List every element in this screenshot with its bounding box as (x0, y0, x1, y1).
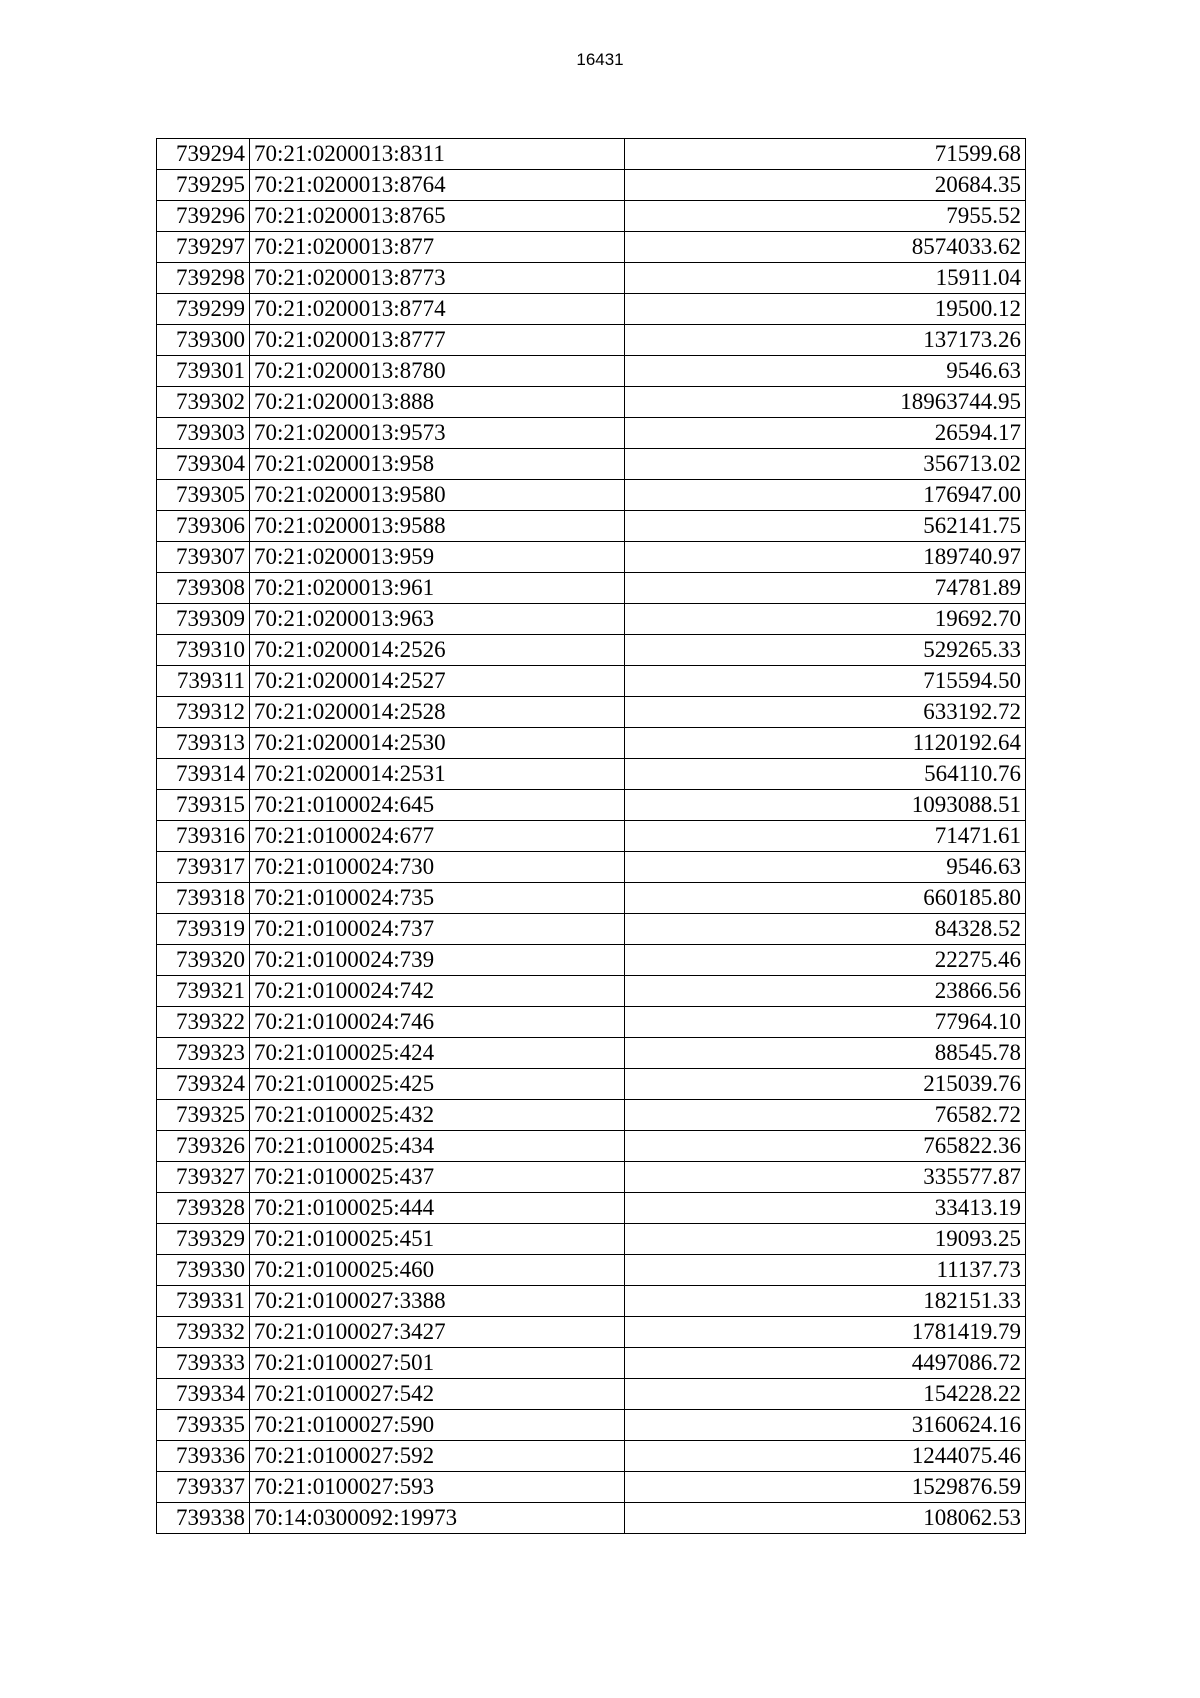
table-row (157, 449, 1026, 480)
value-cell: 176947.00 (625, 480, 1026, 511)
table-row (157, 170, 1026, 201)
table-row (157, 759, 1026, 790)
value-cell: 77964.10 (625, 1007, 1026, 1038)
value-cell: 182151.33 (625, 1286, 1026, 1317)
cadastral-number-cell: 70:21:0100025:460 (250, 1255, 625, 1286)
table-row (157, 1410, 1026, 1441)
table-row (157, 635, 1026, 666)
value-cell: 19692.70 (625, 604, 1026, 635)
row-id-cell: 739298 (157, 263, 250, 294)
table-row (157, 1193, 1026, 1224)
cadastral-number-cell: 70:21:0100025:434 (250, 1131, 625, 1162)
cadastral-number-cell: 70:21:0200013:8765 (250, 201, 625, 232)
value-cell: 15911.04 (625, 263, 1026, 294)
row-id-cell: 739328 (157, 1193, 250, 1224)
value-cell: 1093088.51 (625, 790, 1026, 821)
value-cell: 1120192.64 (625, 728, 1026, 759)
value-cell: 74781.89 (625, 573, 1026, 604)
table-row (157, 883, 1026, 914)
cadastral-number-cell: 70:21:0200013:8773 (250, 263, 625, 294)
cadastral-number-cell: 70:21:0200013:888 (250, 387, 625, 418)
row-id-cell: 739307 (157, 542, 250, 573)
cadastral-number-cell: 70:21:0100027:501 (250, 1348, 625, 1379)
table-row (157, 1007, 1026, 1038)
row-id-cell: 739333 (157, 1348, 250, 1379)
row-id-cell: 739303 (157, 418, 250, 449)
row-id-cell: 739317 (157, 852, 250, 883)
table-row (157, 573, 1026, 604)
row-id-cell: 739310 (157, 635, 250, 666)
value-cell: 8574033.62 (625, 232, 1026, 263)
value-cell: 715594.50 (625, 666, 1026, 697)
cadastral-number-cell: 70:21:0100027:590 (250, 1410, 625, 1441)
table-row (157, 790, 1026, 821)
cadastral-number-cell: 70:21:0100027:592 (250, 1441, 625, 1472)
table-row (157, 232, 1026, 263)
value-cell: 1781419.79 (625, 1317, 1026, 1348)
row-id-cell: 739301 (157, 356, 250, 387)
table-row (157, 697, 1026, 728)
table-row (157, 1286, 1026, 1317)
value-cell: 26594.17 (625, 418, 1026, 449)
value-cell: 215039.76 (625, 1069, 1026, 1100)
table-row (157, 263, 1026, 294)
table-body (157, 139, 1026, 1534)
row-id-cell: 739299 (157, 294, 250, 325)
row-id-cell: 739312 (157, 697, 250, 728)
table-row (157, 1379, 1026, 1410)
value-cell: 108062.53 (625, 1503, 1026, 1534)
row-id-cell: 739295 (157, 170, 250, 201)
cadastral-number-cell: 70:21:0200013:8764 (250, 170, 625, 201)
cadastral-number-cell: 70:21:0200014:2528 (250, 697, 625, 728)
table-row (157, 511, 1026, 542)
row-id-cell: 739313 (157, 728, 250, 759)
cadastral-number-cell: 70:21:0100024:735 (250, 883, 625, 914)
cadastral-number-cell: 70:21:0200013:8777 (250, 325, 625, 356)
row-id-cell: 739304 (157, 449, 250, 480)
cadastral-number-cell: 70:21:0200013:877 (250, 232, 625, 263)
value-cell: 154228.22 (625, 1379, 1026, 1410)
cadastral-number-cell: 70:21:0100024:739 (250, 945, 625, 976)
cadastral-number-cell: 70:21:0100027:593 (250, 1472, 625, 1503)
cadastral-number-cell: 70:21:0200014:2530 (250, 728, 625, 759)
table-row (157, 914, 1026, 945)
value-cell: 7955.52 (625, 201, 1026, 232)
cadastral-number-cell: 70:21:0200014:2526 (250, 635, 625, 666)
row-id-cell: 739300 (157, 325, 250, 356)
cadastral-number-cell: 70:21:0200013:8311 (250, 139, 625, 170)
cadastral-number-cell: 70:21:0200013:9580 (250, 480, 625, 511)
table-row (157, 1503, 1026, 1534)
cadastral-number-cell: 70:21:0200013:959 (250, 542, 625, 573)
table-row (157, 1472, 1026, 1503)
cadastral-number-cell: 70:21:0100027:3388 (250, 1286, 625, 1317)
row-id-cell: 739322 (157, 1007, 250, 1038)
row-id-cell: 739331 (157, 1286, 250, 1317)
row-id-cell: 739316 (157, 821, 250, 852)
table-row (157, 821, 1026, 852)
table-row (157, 604, 1026, 635)
table-row (157, 480, 1026, 511)
cadastral-number-cell: 70:21:0200014:2531 (250, 759, 625, 790)
value-cell: 660185.80 (625, 883, 1026, 914)
value-cell: 22275.46 (625, 945, 1026, 976)
value-cell: 71599.68 (625, 139, 1026, 170)
row-id-cell: 739314 (157, 759, 250, 790)
row-id-cell: 739330 (157, 1255, 250, 1286)
value-cell: 529265.33 (625, 635, 1026, 666)
cadastral-number-cell: 70:21:0100024:677 (250, 821, 625, 852)
value-cell: 3160624.16 (625, 1410, 1026, 1441)
table-row (157, 1317, 1026, 1348)
row-id-cell: 739315 (157, 790, 250, 821)
table-row (157, 356, 1026, 387)
value-cell: 9546.63 (625, 852, 1026, 883)
row-id-cell: 739326 (157, 1131, 250, 1162)
value-cell: 189740.97 (625, 542, 1026, 573)
table-row (157, 728, 1026, 759)
value-cell: 19500.12 (625, 294, 1026, 325)
row-id-cell: 739311 (157, 666, 250, 697)
row-id-cell: 739306 (157, 511, 250, 542)
value-cell: 33413.19 (625, 1193, 1026, 1224)
cadastral-number-cell: 70:21:0100024:730 (250, 852, 625, 883)
cadastral-number-cell: 70:21:0200013:9588 (250, 511, 625, 542)
table-row (157, 1224, 1026, 1255)
value-cell: 71471.61 (625, 821, 1026, 852)
cadastral-number-cell: 70:21:0100025:424 (250, 1038, 625, 1069)
row-id-cell: 739302 (157, 387, 250, 418)
value-cell: 88545.78 (625, 1038, 1026, 1069)
row-id-cell: 739321 (157, 976, 250, 1007)
row-id-cell: 739337 (157, 1472, 250, 1503)
value-cell: 335577.87 (625, 1162, 1026, 1193)
table-row (157, 1348, 1026, 1379)
cadastral-number-cell: 70:21:0200013:8780 (250, 356, 625, 387)
table-row (157, 294, 1026, 325)
table-row (157, 1100, 1026, 1131)
cadastre-table (156, 138, 1026, 1534)
cadastral-number-cell: 70:21:0200013:9573 (250, 418, 625, 449)
table-row (157, 852, 1026, 883)
row-id-cell: 739327 (157, 1162, 250, 1193)
page-number: 16431 (576, 50, 624, 69)
row-id-cell: 739308 (157, 573, 250, 604)
table-row (157, 1131, 1026, 1162)
table-row (157, 325, 1026, 356)
table-row (157, 201, 1026, 232)
table-row (157, 666, 1026, 697)
cadastral-number-cell: 70:14:0300092:19973 (250, 1503, 625, 1534)
value-cell: 765822.36 (625, 1131, 1026, 1162)
table-row (157, 139, 1026, 170)
row-id-cell: 739297 (157, 232, 250, 263)
cadastral-number-cell: 70:21:0100027:542 (250, 1379, 625, 1410)
value-cell: 562141.75 (625, 511, 1026, 542)
cadastral-number-cell: 70:21:0100025:432 (250, 1100, 625, 1131)
row-id-cell: 739336 (157, 1441, 250, 1472)
row-id-cell: 739334 (157, 1379, 250, 1410)
row-id-cell: 739332 (157, 1317, 250, 1348)
cadastral-number-cell: 70:21:0100024:645 (250, 790, 625, 821)
cadastral-number-cell: 70:21:0100024:737 (250, 914, 625, 945)
cadastral-number-cell: 70:21:0100027:3427 (250, 1317, 625, 1348)
value-cell: 9546.63 (625, 356, 1026, 387)
table-row (157, 1441, 1026, 1472)
cadastral-number-cell: 70:21:0200013:961 (250, 573, 625, 604)
cadastral-number-cell: 70:21:0100025:444 (250, 1193, 625, 1224)
value-cell: 137173.26 (625, 325, 1026, 356)
cadastral-number-cell: 70:21:0200013:963 (250, 604, 625, 635)
cadastral-number-cell: 70:21:0200014:2527 (250, 666, 625, 697)
row-id-cell: 739319 (157, 914, 250, 945)
row-id-cell: 739323 (157, 1038, 250, 1069)
cadastral-number-cell: 70:21:0100025:451 (250, 1224, 625, 1255)
table-row (157, 1162, 1026, 1193)
value-cell: 84328.52 (625, 914, 1026, 945)
row-id-cell: 739320 (157, 945, 250, 976)
row-id-cell: 739324 (157, 1069, 250, 1100)
row-id-cell: 739318 (157, 883, 250, 914)
table-row (157, 542, 1026, 573)
row-id-cell: 739294 (157, 139, 250, 170)
value-cell: 76582.72 (625, 1100, 1026, 1131)
value-cell: 11137.73 (625, 1255, 1026, 1286)
table-row (157, 945, 1026, 976)
cadastral-number-cell: 70:21:0100025:425 (250, 1069, 625, 1100)
cadastral-number-cell: 70:21:0200013:8774 (250, 294, 625, 325)
value-cell: 20684.35 (625, 170, 1026, 201)
cadastral-number-cell: 70:21:0200013:958 (250, 449, 625, 480)
row-id-cell: 739325 (157, 1100, 250, 1131)
table-row (157, 1069, 1026, 1100)
row-id-cell: 739309 (157, 604, 250, 635)
row-id-cell: 739296 (157, 201, 250, 232)
value-cell: 1244075.46 (625, 1441, 1026, 1472)
value-cell: 4497086.72 (625, 1348, 1026, 1379)
value-cell: 356713.02 (625, 449, 1026, 480)
cadastral-number-cell: 70:21:0100025:437 (250, 1162, 625, 1193)
table-row (157, 418, 1026, 449)
row-id-cell: 739329 (157, 1224, 250, 1255)
value-cell: 18963744.95 (625, 387, 1026, 418)
table-row (157, 387, 1026, 418)
row-id-cell: 739335 (157, 1410, 250, 1441)
value-cell: 633192.72 (625, 697, 1026, 728)
value-cell: 19093.25 (625, 1224, 1026, 1255)
cadastral-number-cell: 70:21:0100024:742 (250, 976, 625, 1007)
cadastral-number-cell: 70:21:0100024:746 (250, 1007, 625, 1038)
value-cell: 1529876.59 (625, 1472, 1026, 1503)
value-cell: 564110.76 (625, 759, 1026, 790)
row-id-cell: 739338 (157, 1503, 250, 1534)
value-cell: 23866.56 (625, 976, 1026, 1007)
table-row (157, 1255, 1026, 1286)
row-id-cell: 739305 (157, 480, 250, 511)
table-row (157, 976, 1026, 1007)
table-row (157, 1038, 1026, 1069)
